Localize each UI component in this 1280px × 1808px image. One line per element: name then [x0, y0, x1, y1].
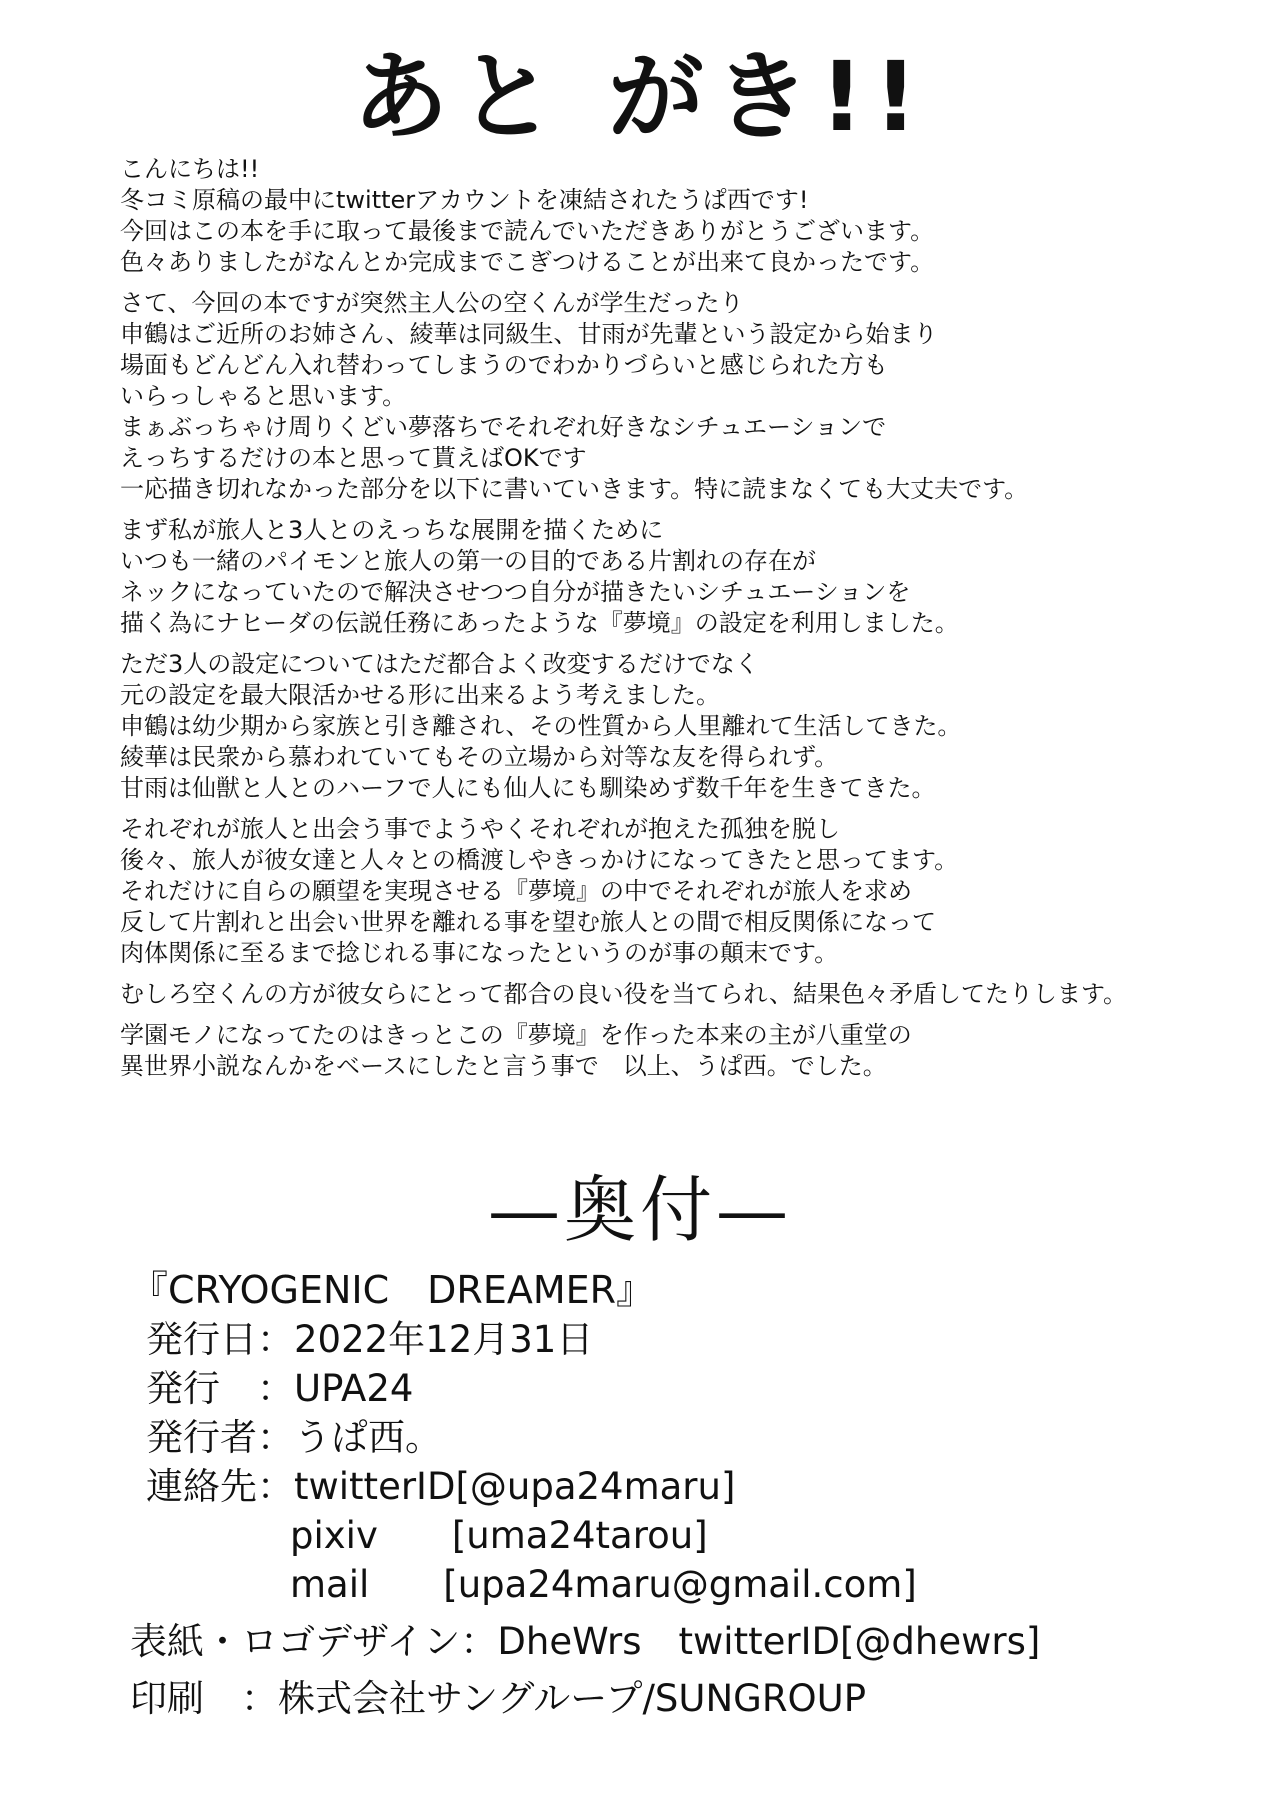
design-credit: DheWrs twitterID[@dhewrs] [497, 1620, 1041, 1663]
text-line: 申鶴はご近所のお姉さん、綾華は同級生、甘雨が先輩という設定から始まり [120, 320, 938, 348]
text-line: 今回はこの本を手に取って最後まで読んでいただきありがとうございます。 [120, 217, 935, 245]
text-line: 描く為にナヒーダの伝説任務にあったような『夢境』の設定を利用しました。 [120, 609, 959, 637]
text-line: むしろ空くんの方が彼女らにとって都合の良い役を当てられ、結果色々矛盾してたりします。 [120, 980, 1128, 1008]
text-line: 一応描き切れなかった部分を以下に書いていきます。特に読まなくても大丈夫です。 [120, 475, 1029, 503]
text-line: 肉体関係に至るまで捻じれる事になったというのが事の顛末です。 [120, 939, 839, 967]
text-line: 後々、旅人が彼女達と人々との橋渡しやきっかけになってきたと思ってます。 [120, 846, 959, 874]
contact-twitter: twitterID[@upa24maru] [294, 1465, 736, 1508]
paragraph-3 [120, 515, 1220, 639]
contact-mail: mail [upa24maru@gmail.com] [290, 1563, 917, 1606]
publisher-row [146, 1413, 1230, 1462]
design-row [130, 1617, 1230, 1666]
text-line: それだけに自らの願望を実現させる『夢境』の中でそれぞれが旅人を求め [120, 877, 912, 905]
text-line: 申鶴は幼少期から家族と引き離され、その性質から人里離れて生活してきた。 [120, 712, 962, 740]
print-row [130, 1674, 1230, 1723]
text-line: こんにちは!! [120, 155, 260, 183]
printer: 株式会社サングループ/SUNGROUP [278, 1677, 867, 1720]
publish-date: 2022年12月31日 [294, 1318, 594, 1361]
issuer-row [146, 1364, 1230, 1413]
text-line: 冬コミ原稿の最中にtwitterアカウントを凍結されたうぱ西です! [120, 186, 809, 214]
text-line: 綾華は民衆から慕われていてもその立場から対等な友を得られず。 [120, 743, 839, 771]
issuer: UPA24 [294, 1367, 414, 1410]
text-line: いらっしゃると思います。 [120, 382, 407, 410]
paragraph-4 [120, 649, 1220, 804]
text-line: ただ3人の設定についてはただ都合よく改変するだけでなく [120, 650, 759, 678]
book-title: 『CRYOGENIC DREAMER』 [130, 1268, 655, 1312]
text-line: まぁぶっちゃけ周りくどい夢落ちでそれぞれ好きなシチュエーションで [120, 413, 887, 441]
contact-label: 連絡先： [146, 1465, 294, 1508]
text-line: えっちするだけの本と思って貰えばOKです [120, 444, 587, 472]
paragraph-2 [120, 288, 1220, 505]
text-line: いつも一緒のパイモンと旅人の第一の目的である片割れの存在が [120, 547, 816, 575]
colophon-heading: —奥付— [487, 1168, 792, 1252]
afterword-title: あと がき!! [352, 41, 928, 153]
publisher-label: 発行者： [146, 1416, 294, 1459]
text-line: 色々ありましたがなんとか完成までこぎつけることが出来て良かったです。 [120, 248, 935, 276]
text-line: 甘雨は仙獣と人とのハーフで人にも仙人にも馴染めず数千年を生きてきた。 [120, 774, 936, 802]
paragraph-6 [120, 979, 1220, 1010]
publisher: うぱ西。 [294, 1416, 442, 1459]
publish-date-label: 発行日： [146, 1318, 294, 1361]
text-line: 場面もどんどん入れ替わってしまうのでわかりづらいと感じられた方も [120, 351, 888, 379]
paragraph-7 [120, 1020, 1220, 1082]
text-line: 元の設定を最大限活かせる形に出来るよう考えました。 [120, 681, 720, 709]
issuer-label: 発行 ： [146, 1367, 294, 1410]
text-line: さて、今回の本ですが突然主人公の空くんが学生だったり [120, 289, 744, 317]
paragraph-1 [120, 154, 1220, 278]
text-line: ネックになっていたので解決させつつ自分が描きたいシチュエーションを [120, 578, 911, 606]
text-line: 学園モノになってたのはきっとこの『夢境』を作った本来の主が八重堂の [120, 1021, 912, 1049]
design-label: 表紙・ロゴデザイン： [130, 1620, 498, 1663]
publish-date-row [146, 1315, 1230, 1364]
contact-pixiv: pixiv [uma24tarou] [290, 1514, 708, 1557]
contact-row [146, 1462, 1230, 1511]
text-line: 異世界小説なんかをベースにしたと言う事で 以上、うぱ西。でした。 [120, 1052, 887, 1080]
colophon [130, 1265, 1230, 1723]
afterword-body [120, 154, 1220, 1092]
text-line: 反して片割れと出会い世界を離れる事を望む旅人との間で相反関係になって [120, 908, 936, 936]
text-line: それぞれが旅人と出会う事でようやくそれぞれが抱えた孤独を脱し [120, 815, 840, 843]
text-line: まず私が旅人と3人とのえっちな展開を描くために [120, 516, 664, 544]
print-label: 印刷 ： [130, 1677, 278, 1720]
paragraph-5 [120, 814, 1220, 969]
